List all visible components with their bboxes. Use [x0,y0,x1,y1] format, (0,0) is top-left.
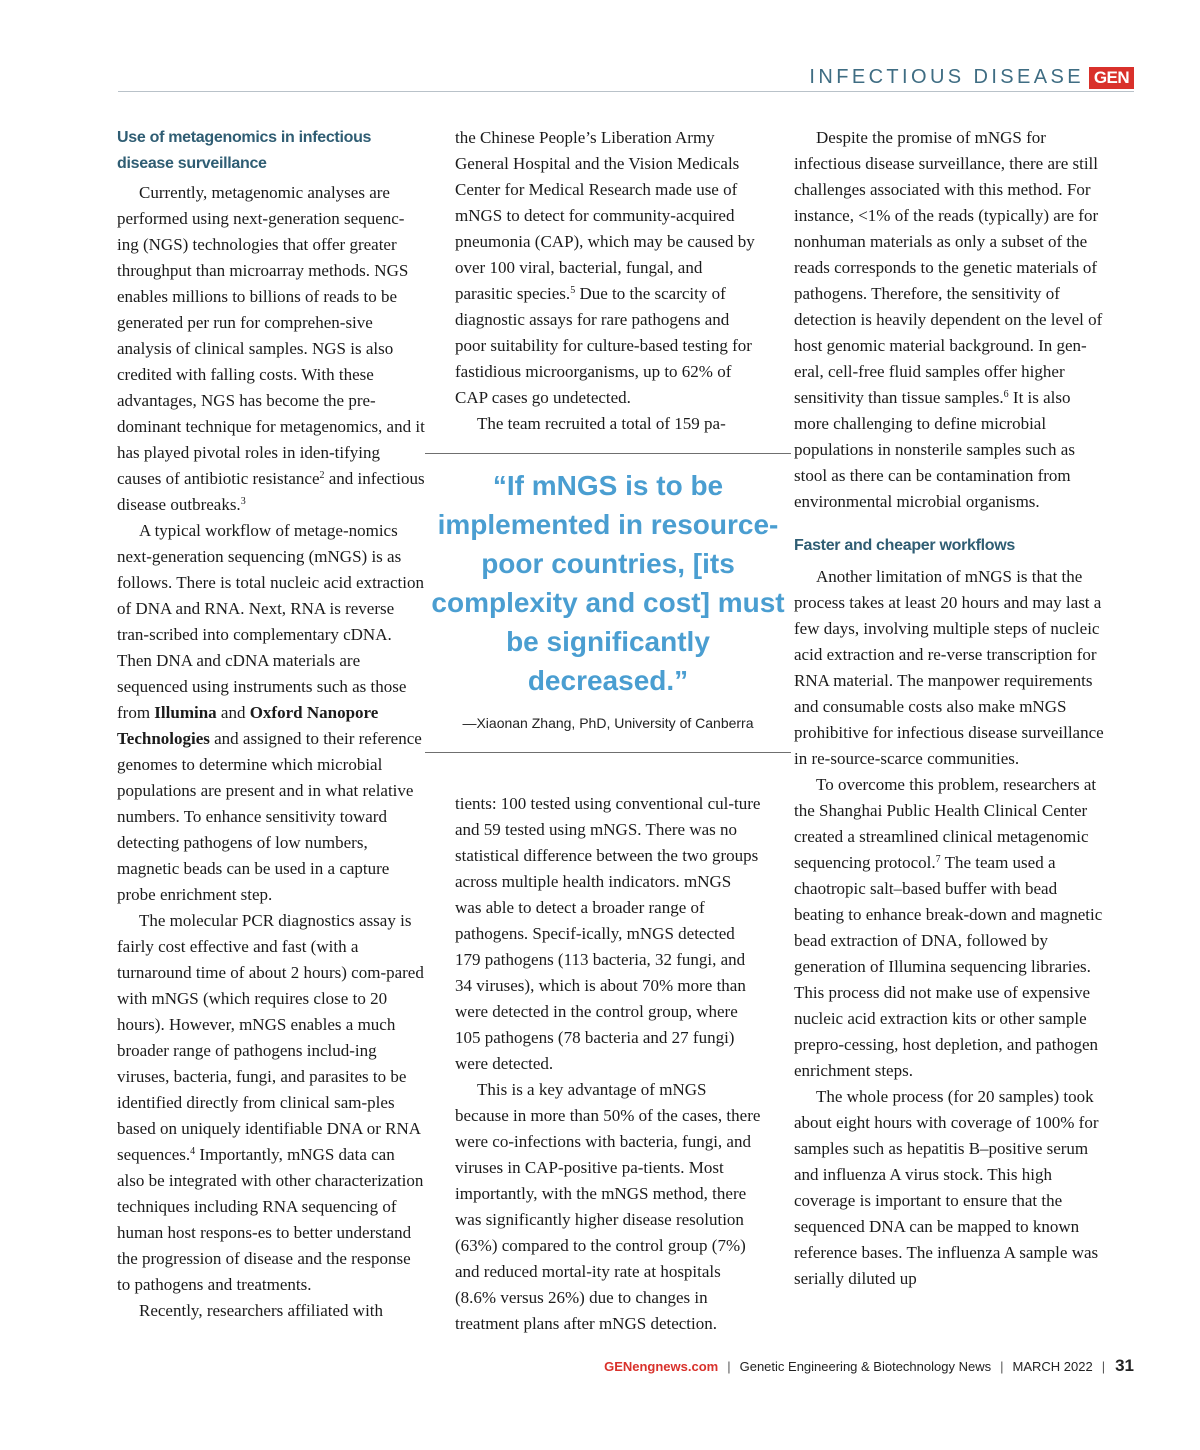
pull-quote-text: “If mNGS is to be implemented in resource-poor countries, [its complexity and cost] must be significantly decreased.” [431,470,785,696]
paragraph: To overcome this problem, researchers at the Shanghai Public Health Clinical Center created a streamlined clinical metagenomic sequencing protocol.$^7$ The team used a chaotropic salt–based buffer with bead beating to enhance break-down and magnetic bead extraction of DNA, followed by generation of Illumina sequencing libraries. This process did not make use of expensive nucleic acid extraction kits or other sample prepro-cessing, host depletion, and pathogen enrichment steps. [794,775,1103,1080]
paragraph: The team recruited a total of 159 pa- [477,414,726,433]
paragraph: Despite the promise of mNGS for infectious disease surveillance, there are still challenges associated with this method. For instance, <1% of the reads (typically) are for nonhuman materials as only a subset of the reads corresponds to the genetic materials of pathogens. Therefore, the sensitivity of detection is heavily dependent on the level of host genomic material background. In gen-eral, cell-free fluid samples offer higher sensitivity than tissue samples.$^6$ It is also more challenging to define microbial populations in nonsterile samples such as stool as there can be contamination from environmental microbial organisms. [794,128,1103,511]
footer-separator: | [1101,1359,1106,1374]
footer-site: GENengnews.com [604,1359,719,1374]
paragraph: This is a key advantage of mNGS because in more than 50% of the cases, there were co-infections with bacteria, fungi, and viruses in CAP-positive pa-tients. Most importantly, with the mNGS method, there was significantly higher disease resolution (63%) compared to the control group (7%) and reduced mortal-ity rate at hospitals (8.6% versus 26%) due to changes in treatment plans after mNGS detection. [455,1080,761,1333]
reference-mark: 4 [190,1146,196,1157]
page-header [0,62,1200,94]
footer-separator: | [727,1359,731,1374]
section-label: INFECTIOUS DISEASE [809,66,1084,88]
pull-quote-attribution: —Xiaonan Zhang, PhD, University of Canberra [462,715,754,731]
column-2 [431,125,785,1337]
page-number: 31 [1115,1356,1134,1375]
reference-mark: 6 [1003,389,1009,400]
paragraph: the Chinese People’s Liberation Army General Hospital and the Vision Medicals Center for Medical Research made use of mNGS to detect for community-acquired pneumonia (CAP), which may be caused by over 100 viral, bacterial, fungal, and parasitic species.$^5$ Due to the scarcity of diagnostic assays for rare pathogens and poor suitability for culture-based testing for fastidious microorganisms, up to 62% of CAP cases go undetected. [455,128,755,407]
paragraph: Currently, metagenomic analyses are performed using next-generation sequenc-ing (NGS) technologies that offer greater throughput than microarray methods. NGS enables millions to billions of reads to be generated per run for comprehen-sive analysis of clinical samples. NGS is also credited with falling costs. With these advantages, NGS has become the pre-dominant technique for metagenomics, and it has played pivotal roles in iden-tifying causes of antibiotic resistance$^2$ and infectious disease outbreaks.$^3$ [117,183,425,514]
pull-quote [425,453,791,753]
section-heading-metagenomics: Use of metagenomics in infectious disease surveillance [117,129,372,172]
paragraph: The molecular PCR diagnostics assay is fairly cost effective and fast (with a turnaround time of about 2 hours) com-pared with mNGS (which requires close to 20 hours). However, mNGS enables a much broader range of pathogens includ-ing viruses, bacteria, fungi, and parasites to be identified directly from clinical sam-ples based on uniquely identifiable DNA or RNA sequences.$^4$ Importantly, mNGS data can also be integrated with other characterization techniques including RNA sequencing of human host respons-es to better understand the progression of disease and the response to pathogens and treatments. [117,911,424,1294]
footer-issue: MARCH 2022 [1012,1359,1093,1374]
company-name: Illumina [154,703,217,722]
footer-publication: Genetic Engineering & Biotechnology News [739,1359,992,1374]
gen-logo: GEN [1089,67,1134,89]
company-name: Oxford Nanopore Technologies [117,703,379,748]
paragraph: A typical workflow of metage-nomics next-generation sequencing (mNGS) is as follows. There is total nucleic acid extraction of DNA and RNA. Next, RNA is reverse tran-scribed into complementary cDNA. Then DNA and cDNA materials are sequenced using instruments such as those from Illumina and Oxford Nanopore Technologies and assigned to their reference genomes to determine which microbial populations are present and in what relative numbers. To enhance sensitivity toward detecting pathogens of low numbers, magnetic beads can be used in a capture probe enrichment step. [117,521,424,904]
paragraph: tients: 100 tested using conventional cul-ture and 59 tested using mNGS. There was no statistical difference between the two groups across multiple health indicators. mNGS was able to detect a broader range of pathogens. Specif-ically, mNGS detected 179 pathogens (113 bacteria, 32 fungi, and 34 viruses), which is about 70% more than were detected in the control group, where 105 pathogens (78 bacteria and 27 fungi) were detected. [455,794,761,1073]
footer-separator: | [1000,1359,1004,1374]
reference-mark: 3 [240,496,246,507]
column-3 [794,125,1104,1292]
page-footer [604,1356,1134,1376]
paragraph: Another limitation of mNGS is that the process takes at least 20 hours and may last a few days, involving multiple steps of nucleic acid extraction and re-verse transcription for RNA material. The manpower requirements and consumable costs also make mNGS prohibitive for infectious disease surveillance in re-source-scarce communities. [794,567,1104,768]
reference-mark: 7 [935,854,941,865]
column-1 [117,125,426,1324]
header-rule [118,91,1134,92]
section-heading-workflows: Faster and cheaper workflows [794,537,1016,554]
reference-mark: 2 [319,470,325,481]
reference-mark: 5 [570,285,576,296]
paragraph: Recently, researchers affiliated with [139,1301,384,1320]
paragraph: The whole process (for 20 samples) took about eight hours with coverage of 100% for samples such as hepatitis B–positive serum and influenza A virus stock. This high coverage is important to ensure that the sequenced DNA can be mapped to known reference bases. The influenza A sample was serially diluted up [794,1087,1099,1288]
